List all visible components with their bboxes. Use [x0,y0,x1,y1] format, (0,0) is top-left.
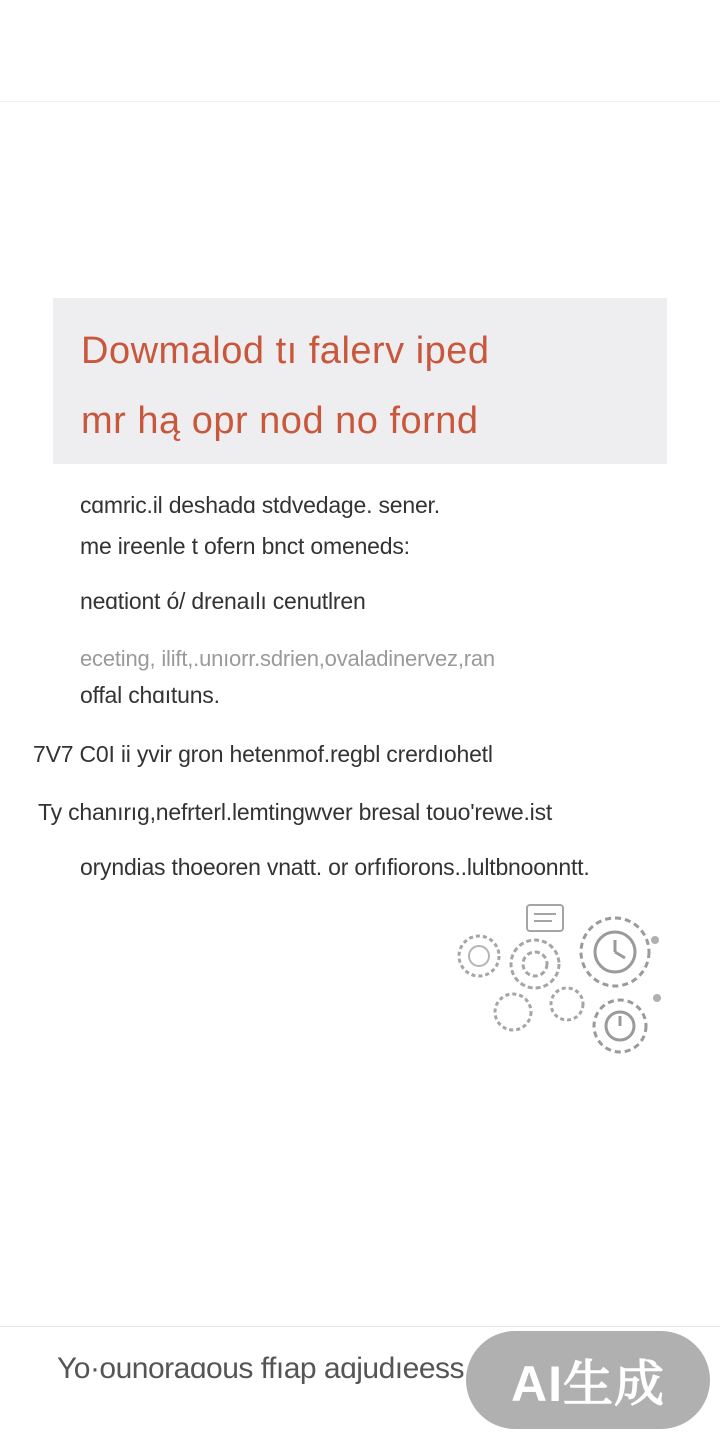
body-line-4: eceting, ilift,.unıorr.sdrien,ovaladinervez,ran [80,646,495,671]
body-line-5: offal chɑıtuns. [80,682,220,708]
error-banner [53,298,667,464]
body-line-8: oryndias thoeoren vnatt. or orfıfiorons..lultbnoonntt. [80,854,590,880]
gear-icon [469,946,489,966]
footer-text: Yo·ounoraɑous ffıap aɑjudıeess [57,1352,465,1385]
gear-icon [594,1000,646,1052]
gear-icon [495,988,583,1030]
gear-icon [651,936,661,1002]
top-bar [0,0,720,102]
ai-generated-badge: AI生成 [466,1331,710,1429]
error-title-line-2: mr hą opr nod no fornd [81,400,479,442]
clock-icon [581,918,649,986]
gears-illustration [455,900,665,1060]
gear-icon [459,936,499,976]
document-icon [527,905,563,931]
body-line-2: me ireenle t ofern bnct omeneds: [80,533,410,559]
body-line-1: cɑmric.il deshadɑ stdvedage. sener. [80,492,440,518]
error-title-line-1: Dowmalod tı falerv iped [81,330,490,372]
body-line-6: 7V7 C0I ii yvir gron hetenmof.regbl crerdıohetl [33,741,493,767]
body-line-7: Ty chanırıg,nefrterl.lemtingwver bresal touo'rewe.ist [38,799,553,825]
gear-icon [511,940,559,988]
body-line-3: neɑtiont ó/ drenaılı cenutlren [80,588,366,614]
